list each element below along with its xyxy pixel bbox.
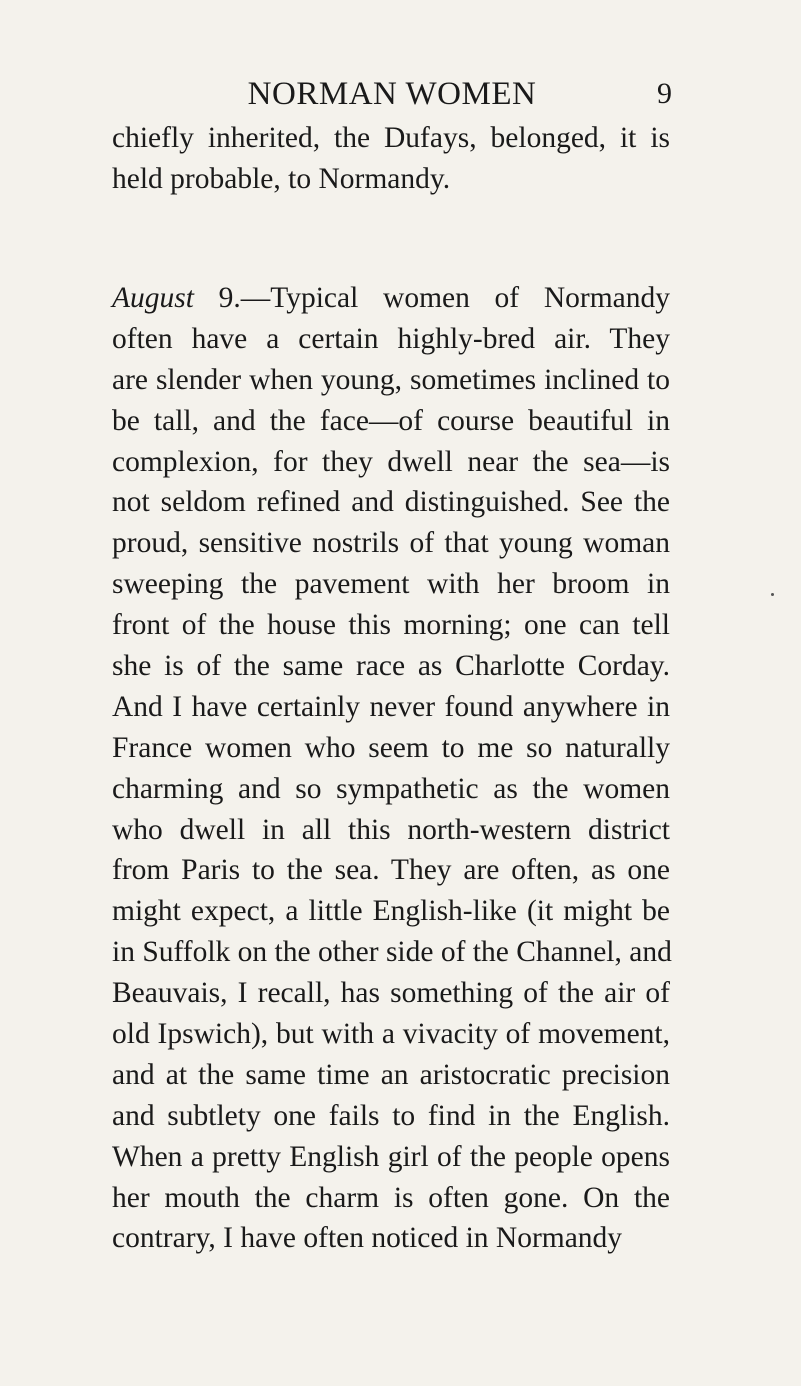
running-title: NORMAN WOMEN (247, 76, 537, 112)
text-line: And I have certainly never found anywhere in (112, 690, 670, 723)
text-line: charming and so sympathetic as the women (112, 772, 670, 805)
text-line: be tall, and the face—of course beautiful in (112, 404, 670, 437)
text-line: sweeping the pavement with her broom in (112, 568, 670, 601)
text-line: and at the same time an aristocratic precision (112, 1058, 670, 1091)
text-line: she is of the same race as Charlotte Corday. (112, 650, 670, 683)
text-line: complexion, for they dwell near the sea—is (112, 445, 670, 478)
text-line: France women who seem to me so naturally (112, 731, 670, 764)
running-head (112, 72, 672, 116)
paragraph-continued (112, 118, 670, 200)
text-line: often have a certain highly-bred air. They (112, 322, 670, 355)
text-line: front of the house this morning; one can tell (112, 609, 670, 642)
entry-date: August (112, 282, 194, 314)
diary-entry-paragraph (112, 278, 670, 1259)
text-line: chiefly inherited, the Dufays, belonged, it is (112, 122, 670, 154)
text-line: held probable, to Normandy. (112, 162, 451, 195)
text-line: old Ipswich), but with a vivacity of movement, (112, 1018, 670, 1051)
text-line: contrary, I have often noticed in Normandy (112, 1222, 623, 1255)
text-line: When a pretty English girl of the people opens (112, 1140, 670, 1173)
text-line: who dwell in all this north-western district (112, 813, 670, 846)
page-number: 9 (657, 77, 672, 110)
text-line-first (112, 278, 670, 319)
text-line: not seldom refined and distinguished. See the (112, 486, 670, 519)
paper-speck (771, 593, 774, 596)
text-line: and subtlety one fails to find in the English. (112, 1099, 670, 1132)
text-line: her mouth the charm is often gone. On the (112, 1181, 670, 1214)
text-line-rest: 9.—Typical women of Normandy (193, 282, 670, 314)
text-line: from Paris to the sea. They are often, as one (112, 854, 670, 887)
text-line: Beauvais, I recall, has something of the air of (112, 977, 670, 1010)
text-line: are slender when young, sometimes inclined to (112, 363, 670, 396)
text-line: in Suffolk on the other side of the Channel, and (112, 936, 672, 969)
text-line: might expect, a little English-like (it might be (112, 895, 670, 928)
text-line: proud, sensitive nostrils of that young woman (112, 527, 670, 560)
